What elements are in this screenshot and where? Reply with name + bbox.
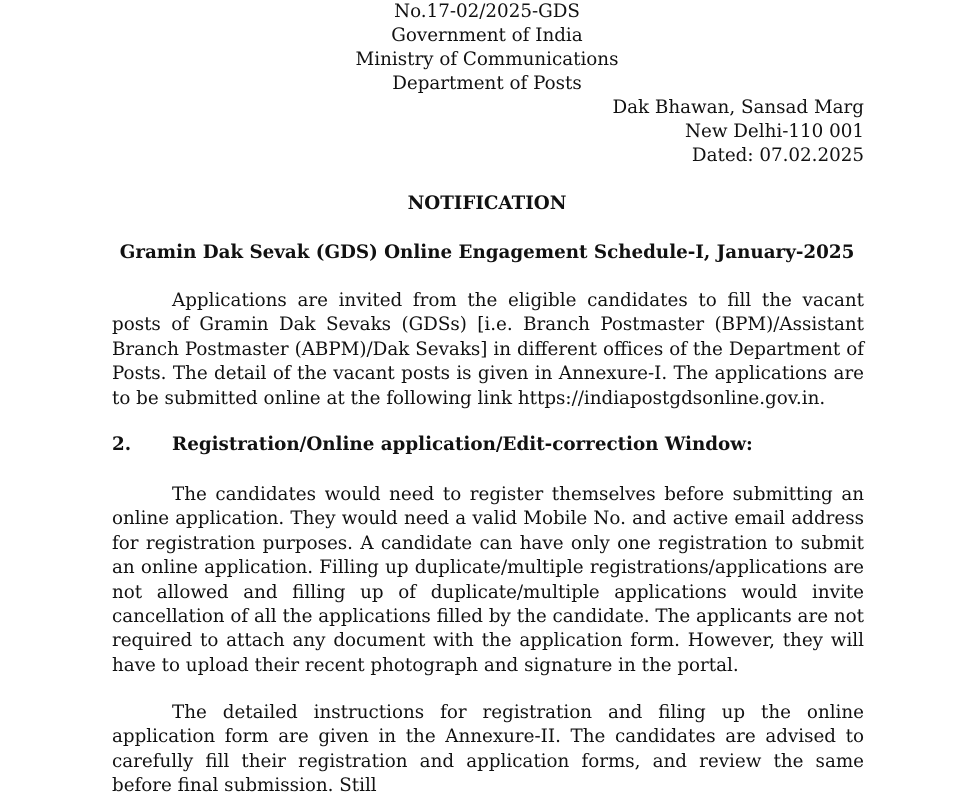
department-name: Department of Posts (392, 73, 582, 94)
section-2-paragraph-1: The candidates would need to register themselves before submitting an online application. They would need a valid Mobile No. and active email address for registration purposes. A candidate can have only one registration to submit an online application. Filling up duplicate/multiple registrations/applications are not allowed and filling up of duplicate/multiple applications would invite cancellation of all the applications filled by the candidate. The applicants are not required to attach any document with the application form. However, they will have to upload their recent photograph and signature in the portal. (112, 484, 864, 676)
document-date: Dated: 07.02.2025 (691, 145, 864, 166)
address-building: Dak Bhawan, Sansad Marg (612, 97, 864, 118)
section-2-heading (112, 433, 753, 457)
intro-paragraph: Applications are invited from the eligible candidates to fill the vacant posts of Gramin Dak Sevaks (GDSs) [i.e. Branch Postmaster (BPM)/Assistant Branch Postmaster (ABPM)/Dak Sevaks] in different offices of the Department of Posts. The detail of the vacant posts is given in Annexure-I. The applications are to be submitted online at the following link https://indiapostgdsonline.gov.in. (112, 290, 864, 409)
address-city: New Delhi-110 001 (685, 121, 864, 142)
section-2-paragraph-2: The detailed instructions for registration and filing up the online application form are given in the Annexure-II. The candidates are advised to carefully fill their registration and application forms, and review the same before final submission. Still (112, 702, 864, 797)
ministry-name: Ministry of Communications (355, 49, 619, 70)
reference-number: No.17-02/2025-GDS (394, 1, 580, 22)
address-block (612, 96, 864, 168)
section-title: Registration/Online application/Edit-correction Window: (172, 434, 753, 455)
notification-title: NOTIFICATION (407, 193, 567, 214)
section-number: 2. (112, 434, 132, 455)
notification-subject: Gramin Dak Sevak (GDS) Online Engagement Schedule-I, January-2025 (119, 242, 855, 263)
government-name: Government of India (391, 25, 583, 46)
